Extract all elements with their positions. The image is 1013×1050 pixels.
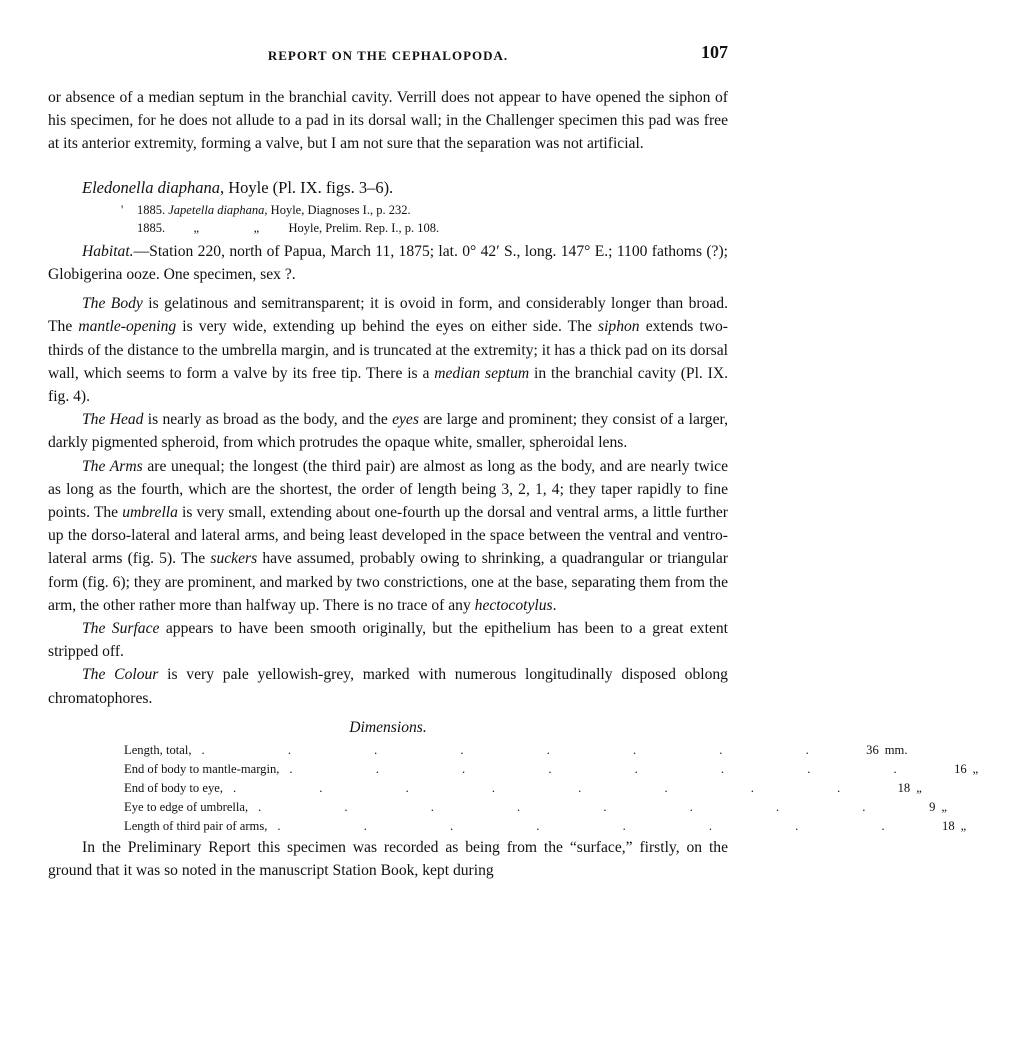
dimension-value: 18 xyxy=(897,781,911,796)
dimension-value: 9 xyxy=(929,800,936,815)
species-reference: , Hoyle (Pl. IX. figs. 3–6). xyxy=(219,177,394,197)
head-paragraph: The Head is nearly as broad as the body, and the eyes are large and prominent; they consist of a larger, darkly pigmented spheroid, from which protrudes the opaque white, smaller, spheroidal lens. xyxy=(48,411,728,452)
dimension-label: End of body to mantle-margin, xyxy=(124,762,280,777)
dimension-row xyxy=(124,798,947,817)
dimension-value: 36 xyxy=(866,743,879,758)
leader-dots: . . . . . . . . xyxy=(258,800,906,815)
leader-dots: . . . . . . . . xyxy=(201,743,849,758)
dimension-row xyxy=(124,779,922,798)
arms-label: The Arms xyxy=(82,457,143,475)
dimension-unit: „ xyxy=(916,781,922,796)
dimension-row xyxy=(124,817,967,836)
dimension-unit: „ xyxy=(972,762,979,777)
synonym-year: 1885. xyxy=(137,202,166,217)
synonym-name: Japetella diaphana xyxy=(168,202,265,217)
dimension-value: 18 xyxy=(942,819,955,834)
ditto-mark: „ xyxy=(193,221,200,236)
dimension-label: Length, total, xyxy=(124,743,192,758)
body-label: The Body xyxy=(82,295,143,313)
synonym-mark: ' xyxy=(121,202,124,217)
opening-paragraph: or absence of a median septum in the branchial cavity. Verrill does not appear to have opened the siphon of his specimen, for he does not allude to a pad in its dorsal wall; in the Challenger specimen this pad was free at its anterior extremity, forming a valve, but I am not sure that the separation was not artificial. xyxy=(48,89,728,153)
ditto-mark: „ xyxy=(253,221,260,236)
synonymy-list xyxy=(48,201,728,238)
arms-paragraph: The Arms are unequal; the longest (the third pair) are almost as long as the body, and are nearly twice as long as the fourth, which are the shortest, the order of length being 3, 2, 1, 4; they taper rapidly to fine points. The umbrella is very small, extending about one-fourth up the dorsal and ventral arms, a little further up the dorso-lateral and lateral arms, and being least developed in the space between the ventral and ventro-lateral arms (fig. 5). The suckers have assumed, probably owing to shrinking, a quadrangular or triangular form (fig. 6); they are prominent, and marked by two constrictions, one at the base, separating them from the arm, the other rather more than halfway up. There is no trace of any hectocotylus. xyxy=(48,457,728,614)
leader-dots: . . . . . . . . xyxy=(277,819,925,834)
head-label: The Head xyxy=(82,411,144,429)
colour-paragraph: The Colour is very pale yellowish-grey, marked with numerous longitudinally disposed oblong chromatophores. xyxy=(48,666,728,707)
synonym-row xyxy=(137,219,728,238)
dimension-label: Eye to edge of umbrella, xyxy=(124,800,249,815)
body-text xyxy=(48,86,979,882)
body-paragraph: The Body is gelatinous and semitransparent; it is ovoid in form, and considerably longer than broad. The mantle-opening is very wide, extending up behind the eyes on either side. The siphon extends two-thirds of the distance to the umbrella margin, and is truncated at the extremity; it has a thick pad on its dorsal wall, which seems to form a valve by its free tip. There is a median septum in the branchial cavity (Pl. IX. fig. 4). xyxy=(48,295,728,406)
leader-dots: . . . . . . . . xyxy=(289,762,937,777)
page-number: 107 xyxy=(701,42,728,62)
dimension-unit: mm. xyxy=(884,743,908,758)
species-heading xyxy=(48,176,728,199)
dimensions-heading: Dimensions. xyxy=(349,718,427,736)
dimension-label: Length of third pair of arms, xyxy=(124,819,268,834)
dimension-unit: „ xyxy=(941,800,947,815)
synonym-citation: Hoyle, Prelim. Rep. I., p. 108. xyxy=(288,221,440,236)
dimension-row xyxy=(124,760,979,779)
dimension-row xyxy=(124,741,908,760)
dimension-label: End of body to eye, xyxy=(124,781,223,796)
species-name: Eledonella diaphana xyxy=(82,177,220,197)
dimension-unit: „ xyxy=(960,819,967,834)
colour-label: The Colour xyxy=(82,666,159,684)
dimension-value: 16 xyxy=(954,762,967,777)
leader-dots: . . . . . . . . xyxy=(232,781,881,796)
synonym-row xyxy=(121,201,728,220)
synonym-year: 1885. xyxy=(137,221,166,236)
habitat-label: Habitat. xyxy=(82,242,134,260)
surface-paragraph: The Surface appears to have been smooth originally, but the epithelium has been to a great extent stripped off. xyxy=(48,620,728,661)
habitat-paragraph: Habitat.—Station 220, north of Papua, March 11, 1875; lat. 0° 42′ S., long. 147° E.; 1100 fathoms (?); Globigerina ooze. One specimen, sex ?. xyxy=(48,242,728,284)
running-head: REPORT ON THE CEPHALOPODA. xyxy=(267,48,509,63)
page-header xyxy=(48,42,728,66)
surface-label: The Surface xyxy=(82,620,160,638)
dimensions-table xyxy=(124,741,979,836)
closing-paragraph: In the Preliminary Report this specimen was recorded as being from the “surface,” firstly, on the ground that it was so noted in the manuscript Station Book, kept during xyxy=(48,839,728,880)
synonym-citation: , Hoyle, Diagnoses I., p. 232. xyxy=(264,202,411,217)
